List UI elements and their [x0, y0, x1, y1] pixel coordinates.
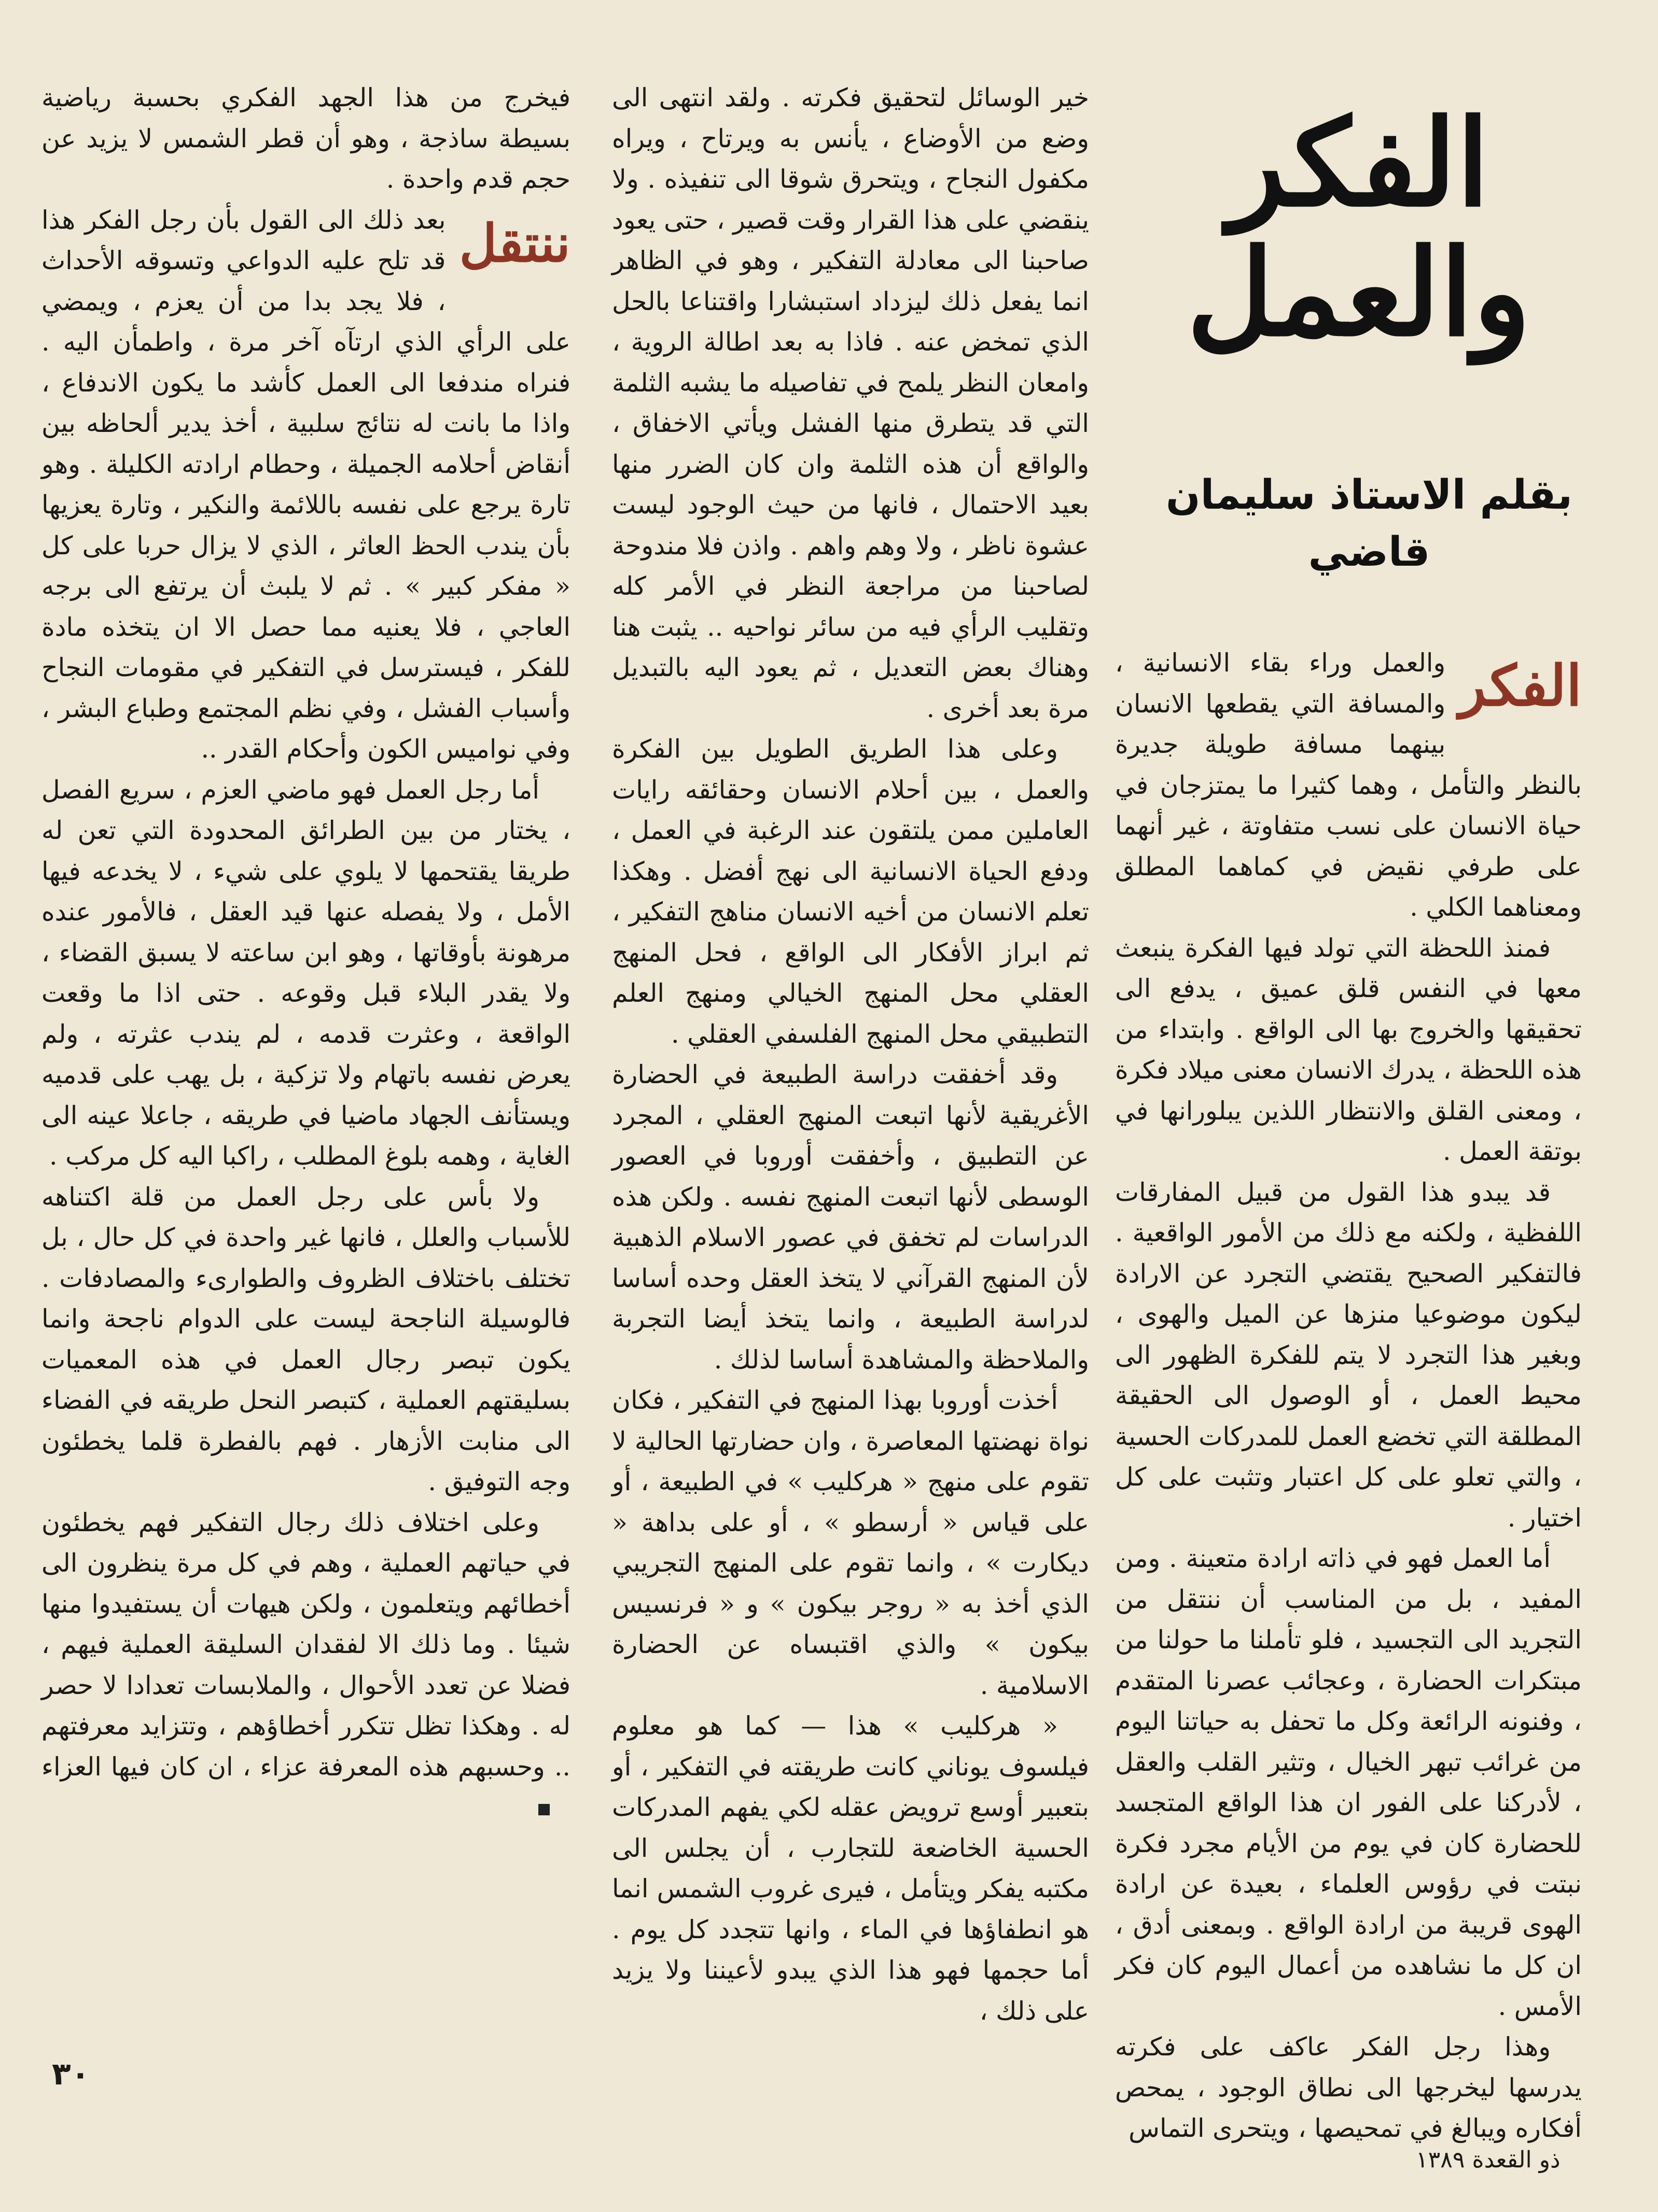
paragraph: وعلى هذا الطريق الطويل بين الفكرة والعمل ، بين أحلام الانسان وحقائقه رايات العاملين ممن يلتقون عند الرغبة في العمل ، ودفع الحياة الانسانية الى نهج أفضل . وهكذا تعلم الانسان من أخيه الانسان مناهج التفكير ، ثم ابراز الأفكار الى الواقع ، فحل المنهج العقلي محل المنهج الخيالي ومنهج العلم التطبيقي محل المنهج الفلسفي العقلي . — [612, 734, 1089, 1049]
paragraph: فيخرج من هذا الجهد الفكري بحسبة رياضية بسيطة ساذجة ، وهو أن قطر الشمس لا يزيد عن حجم قدم واحدة . — [41, 83, 570, 194]
title-line-2: والعمل — [1187, 223, 1531, 363]
paragraph: خير الوسائل لتحقيق فكرته . ولقد انتهى الى وضع من الأوضاع ، يأنس به ويرتاح ، ويراه مكفول النجاح ، ويتحرق شوقا الى تنفيذه . ولا ينقضي على هذا القرار وقت قصير ، حتى يعود صاحبنا الى معادلة التفكير ، وهو في الظاهر انما يفعل ذلك ليزداد استبشارا واقتناعا بالحل الذي تمخض عنه . فاذا به بعد اطالة الروية ، وامعان النظر يلمح في تفاصيله ما يشبه الثلمة التي قد يتطرق منها الفشل ويأتي الاخفاق ، والواقع أن هذه الثلمة وان كان الضرر منها بعيد الاحتمال ، فانها من حيث الوجود ليست عشوة ناظر ، ولا وهم واهم . واذن فلا مندوحة لصاحبنا من مراجعة النظر في الأمر كله وتقليب الرأي فيه من سائر نواحيه .. يثبت هنا وهناك بعض التعديل ، ثم يعود اليه بالتبديل مرة بعد أخرى . — [612, 83, 1090, 723]
paragraph: وهذا رجل الفكر عاكف على فكرته يدرسها ليخرجها الى نطاق الوجود ، يمحص أفكاره ويبالغ في تمحيصها ، ويتحرى التماس — [1115, 2032, 1582, 2143]
paragraph-text: بعد ذلك الى القول بأن رجل الفكر هذا قد تلح عليه الدواعي وتسوقه الأحداث ، فلا يجد بدا من أن يعزم ، ويمضي على الرأي الذي ارتآه آخر مرة ، واطمأن اليه . فنراه مندفعا الى العمل كأشد ما يكون الاندفاع ، واذا ما بانت له نتائج سلبية ، أخذ يدير ألحاظه بين أنقاض أحلامه الجميلة ، وحطام ارادته الكليلة . وهو تارة يرجع على نفسه باللائمة والنكير ، وتارة يعزيها بأن يندب الحظ العاثر ، الذي لا يزال حربا على كل « مفكر كبير » . ثم لا يلبث أن يرتفع الى برجه العاجي ، فلا يعنيه مما حصل الا ان يتخذه مادة للفكر ، فيسترسل في التفكير في مقومات النجاح وأسباب الفشل ، وفي نظم المجتمع وطباع البشر ، وفي نواميس الكون وأحكام القدر .. — [41, 205, 570, 764]
column-middle — [612, 78, 1089, 2032]
end-of-article-square-icon — [538, 1804, 550, 1815]
paragraph-text: وعلى اختلاف ذلك رجال التفكير فهم يخطئون في حياتهم العملية ، وهم في كل مرة ينظرون الى أخطائهم ويتعلمون ، ولكن هيهات أن يستفيدوا منها شيئا . وما ذلك الا لفقدان السليقة العملية فيهم ، فضلا عن تعدد الأحوال ، والملابسات تعدادا لا حصر له . وهكذا تظل تتكرر أخطاؤهم ، وتتزايد معرفتهم .. وحسبهم هذه المعرفة عزاء ، ان كان فيها العزاء — [41, 1507, 570, 1782]
author-byline: بقلم الاستاذ سليمان قاضي — [1166, 472, 1572, 576]
paragraph — [1115, 643, 1582, 928]
issue-date: ذو القعدة ١٣٨٩ — [1416, 2147, 1561, 2173]
title-line-1: الفكر — [1228, 93, 1490, 233]
dropword-fikr: الفكر — [1459, 653, 1582, 719]
page-number: ٣٠ — [52, 2056, 90, 2092]
paragraph-text: والعمل وراء بقاء الانسانية ، والمسافة التي يقطعها الانسان بينهما مسافة طويلة جديرة بالنظر والتأمل ، وهما كثيرا ما يمتزجان في حياة الانسان على نسب متفاوتة ، غير أنهما على طرفي نقيض في كماهما المطلق ومعناهما الكلي . — [1115, 648, 1582, 922]
paragraph — [41, 200, 570, 770]
dropword-nantaqil: ننتقل — [459, 212, 570, 274]
paragraph — [41, 1503, 570, 1828]
paragraph: ولا بأس على رجل العمل من قلة اكتناهه للأسباب والعلل ، فانها غير واحدة في كل حال ، بل تختلف باختلاف الظروف والطوارىء والمصادفات . فالوسيلة الناجحة ليست على الدوام ناجحة وانما يكون تبصر رجال العمل في هذه المعميات بسليقتهم العملية ، كتبصر النحل طريقه في الفضاء الى منابت الأزهار . فهم بالفطرة قلما يخطئون وجه التوفيق . — [41, 1182, 570, 1496]
paragraph: أخذت أوروبا بهذا المنهج في التفكير ، فكان نواة نهضتها المعاصرة ، وان حضارتها الحالية لا تقوم على منهج « هركليب » في الطبيعة ، أو على قياس « أرسطو » ، أو على بداهة « ديكارت » ، وانما تقوم على المنهج التجريبي الذي أخذ به « روجر بيكون » و « فرنسيس بيكون » والذي اقتبساه عن الحضارة الاسلامية . — [612, 1385, 1089, 1700]
column-left — [41, 78, 570, 1828]
article-title — [1110, 93, 1608, 368]
paragraph: قد يبدو هذا القول من قبيل المفارقات اللفظية ، ولكنه مع ذلك من الأمور الواقعية . فالتفكير الصحيح يقتضي التجرد عن الارادة ليكون موضوعيا منزها عن الميل والهوى ، وبغير هذا التجرد لا يتم للفكرة الظهور الى محيط العمل ، أو الوصول الى الحقيقة المطلقة التي تخضع العمل للمدركات الحسية ، والتي تعلو على كل اعتبار وتثبت على كل اختيار . — [1115, 1177, 1582, 1533]
paragraph: وقد أخفقت دراسة الطبيعة في الحضارة الأغريقية لأنها اتبعت المنهج العقلي ، المجرد عن التطبيق ، وأخفقت أوروبا في العصور الوسطى لأنها اتبعت المنهج نفسه . ولكن هذه الدراسات لم تخفق في عصور الاسلام الذهبية لأن المنهج القرآني لا يتخذ العقل وحده أساسا لدراسة الطبيعة ، وانما يتخذ أيضا التجربة والملاحظة والمشاهدة أساسا لذلك . — [612, 1060, 1089, 1375]
paragraph: « هركليب » هذا — كما هو معلوم فيلسوف يوناني كانت طريقته في التفكير ، أو بتعبير أوسع ترويض عقله لكي يفهم المدركات الحسية الخاضعة للتجارب ، أن يجلس الى مكتبه يفكر ويتأمل ، فيرى غروب الشمس انما هو انطفاؤها في الماء ، وانها تتجدد كل يوم . أما حجمها فهو هذا الذي يبدو لأعيننا ولا يزيد على ذلك ، — [612, 1711, 1089, 2026]
paragraph: أما رجل العمل فهو ماضي العزم ، سريع الفصل ، يختار من بين الطرائق المحدودة التي تعن له طريقا يقتحمها لا يلوي على شيء ، لا يخدعه فيها الأمل ، ولا يفصله عنها قيد العقل ، فالأمور عنده مرهونة بأوقاتها ، وهو ابن ساعته لا يسبق القضاء ، ولا يقدر البلاء قبل وقوعه . حتى اذا ما وقعت الواقعة ، وعثرت قدمه ، لم يندب عثرته ، ولم يعرض نفسه باتهام ولا تزكية ، بل يهب على قدميه ويستأنف الجهاد ماضيا في طريقه ، جاعلا عينه الى الغاية ، وهمه بلوغ المطلب ، راكبا اليه كل مركب . — [41, 775, 570, 1171]
paragraph: أما العمل فهو في ذاته ارادة متعينة . ومن المفيد ، بل من المناسب أن ننتقل من التجريد الى التجسيد ، فلو تأملنا ما حولنا من مبتكرات الحضارة ، وعجائب عصرنا المتقدم ، وفنونه الرائعة وكل ما تحفل به حياتنا اليوم من غرائب تبهر الخيال ، وتثير القلب والعقل ، لأدركنا على الفور ان هذا الواقع المتجسد للحضارة كان في يوم من الأيام مجرد فكرة نبتت في رؤوس العلماء ، بعيدة عن ارادة الهوى قريبة من ارادة الواقع . وبمعنى أدق ، ان كل ما نشاهده من أعمال اليوم كان فكر الأمس . — [1115, 1544, 1582, 2021]
paragraph: فمنذ اللحظة التي تولد فيها الفكرة ينبعث معها في النفس قلق عميق ، يدفع الى تحقيقها والخروج بها الى الواقع . وابتداء من هذه اللحظة ، يدرك الانسان معنى ميلاد فكرة ، ومعنى القلق والانتظار اللذين يبلورانها في بوتقة العمل . — [1115, 933, 1582, 1166]
column-right — [1115, 643, 1582, 2149]
